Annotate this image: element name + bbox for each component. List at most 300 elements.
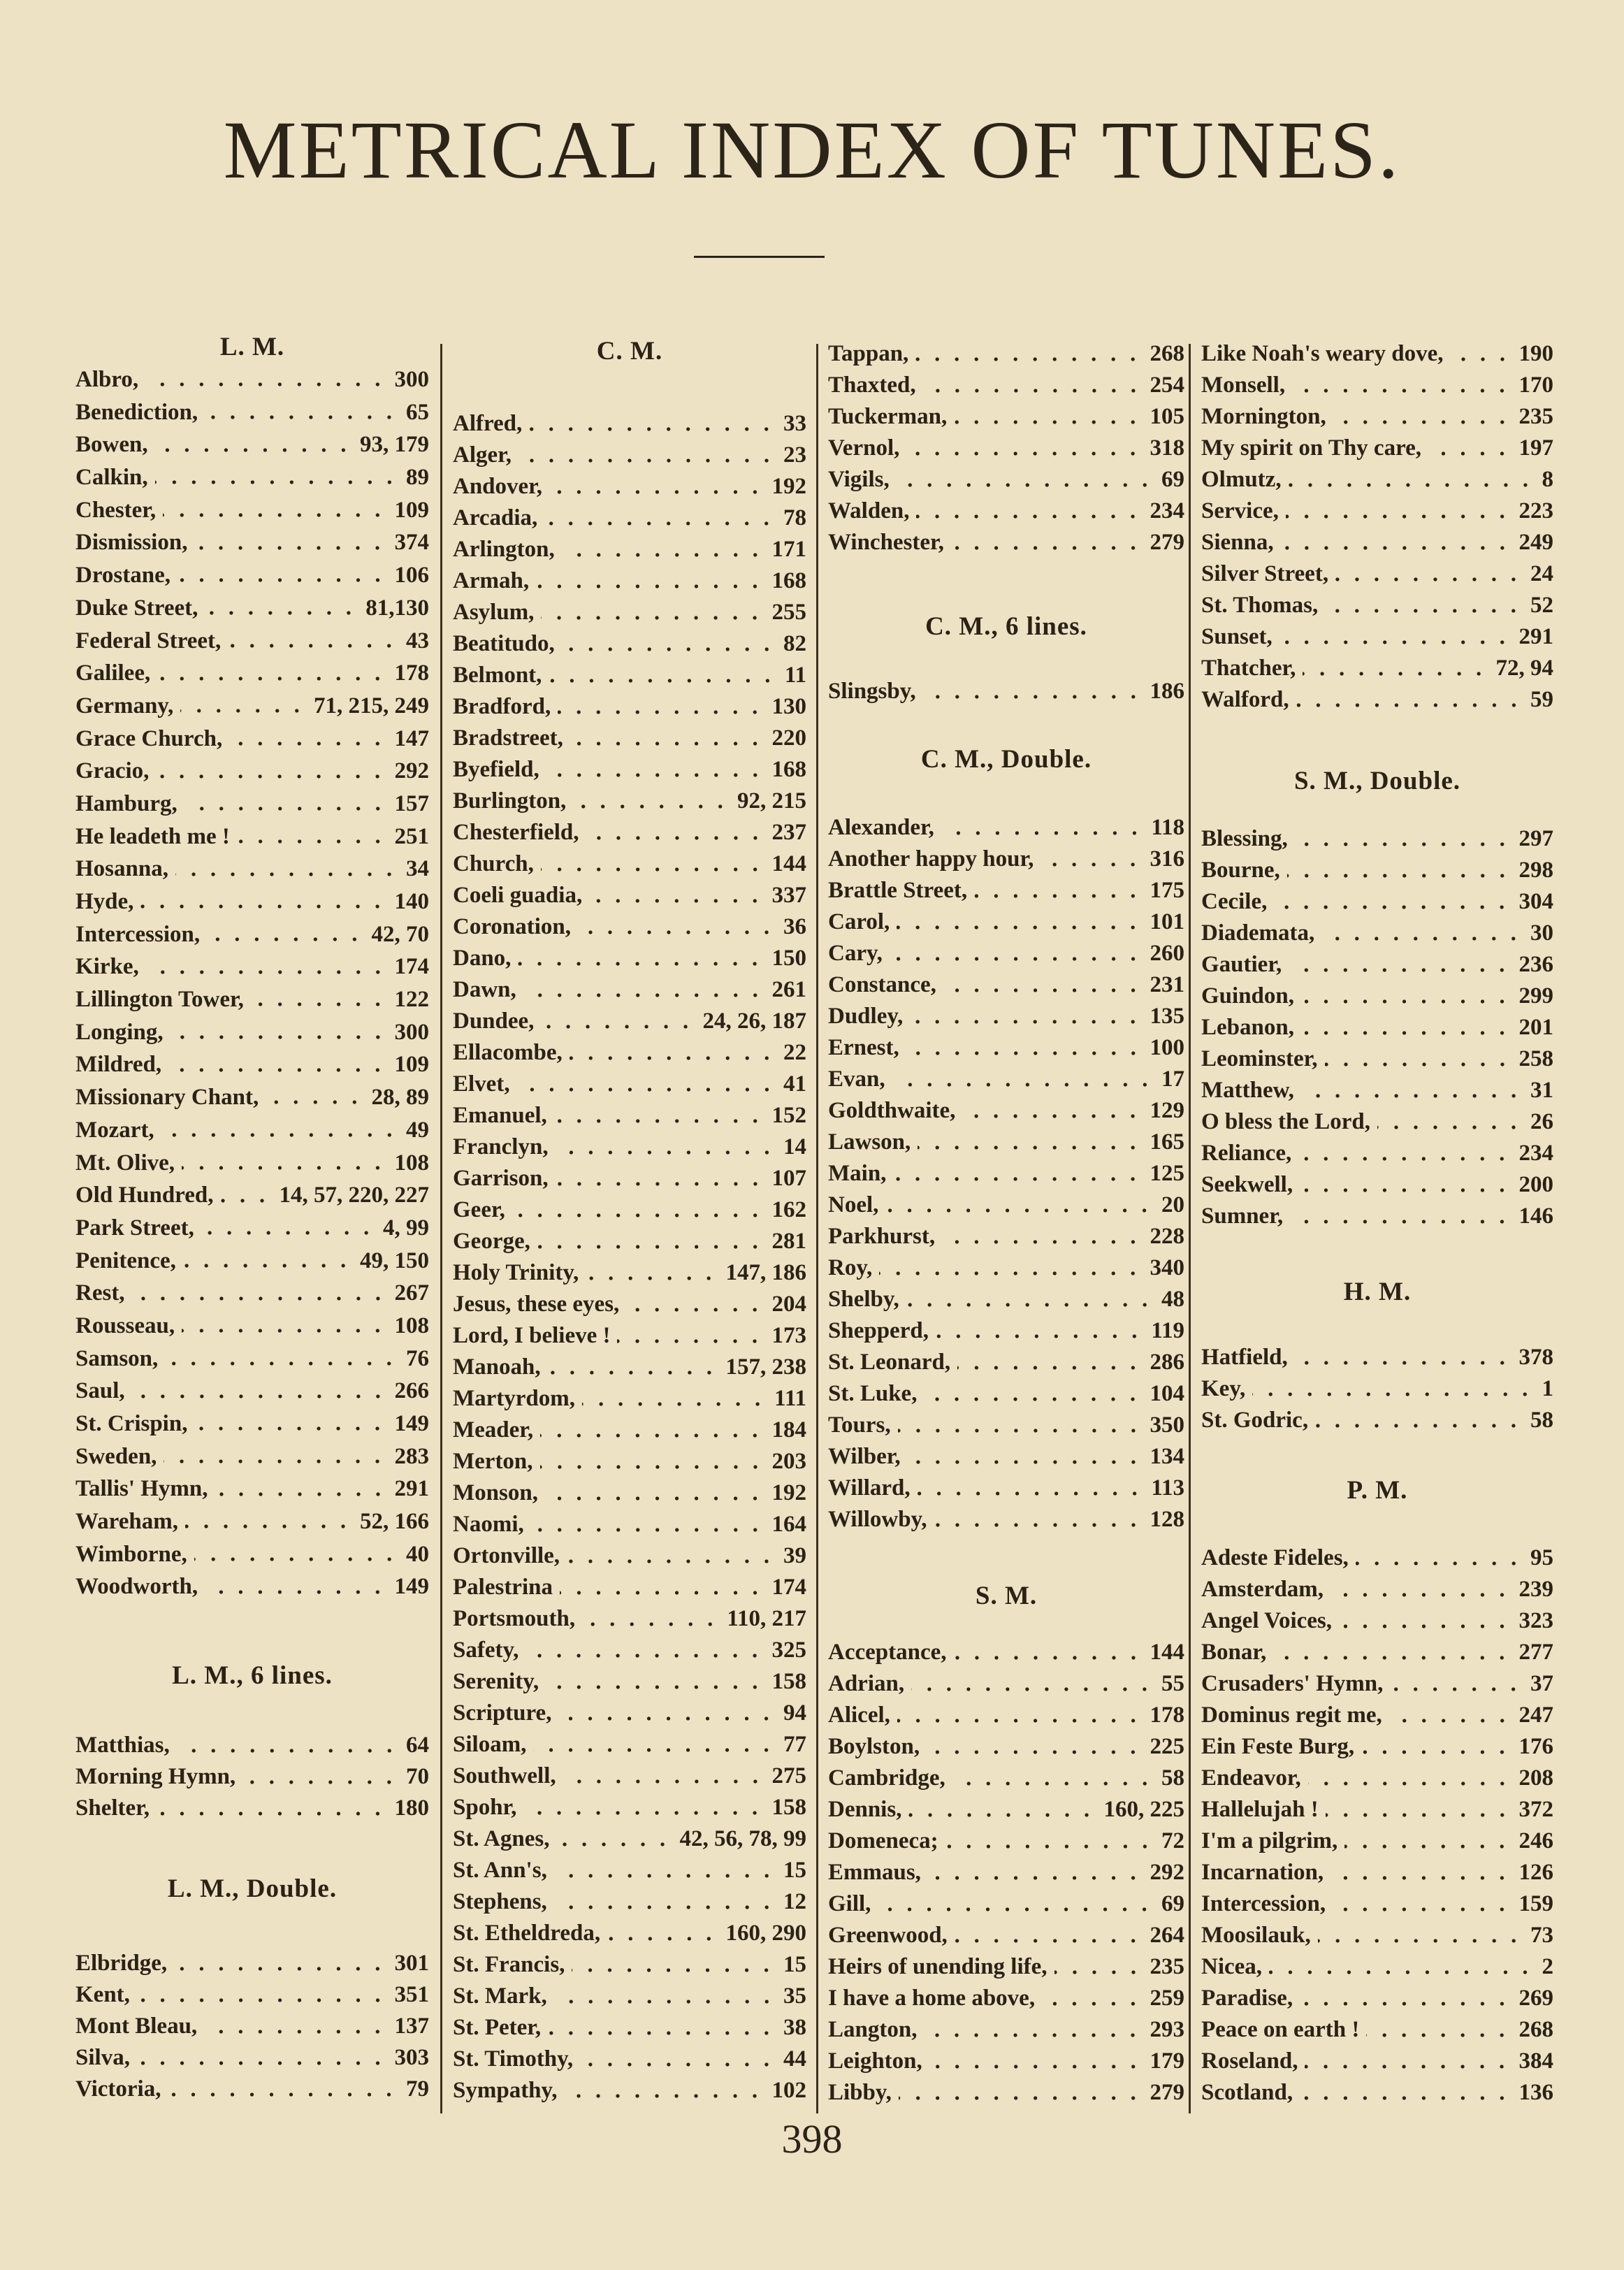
tune-entry — [75, 1245, 429, 1278]
tune-page-numbers: 372 — [1518, 1797, 1553, 1822]
tune-entry — [1201, 1700, 1553, 1731]
dot-leader — [564, 2094, 764, 2098]
dot-leader — [137, 2061, 388, 2065]
tune-entry — [75, 1114, 429, 1147]
tune-name: Hosanna, — [75, 856, 168, 882]
dot-leader — [1331, 1593, 1511, 1597]
tune-entry — [75, 396, 429, 429]
tune-page-numbers: 109 — [394, 497, 429, 523]
tune-entry — [453, 943, 806, 974]
dot-leader — [573, 804, 730, 809]
dot-leader — [570, 1056, 776, 1060]
column-divider — [1189, 344, 1191, 2113]
tune-name: Garrison, — [453, 1166, 549, 1191]
tune-page-numbers: 268 — [1518, 2017, 1553, 2042]
tune-page-numbers: 350 — [1150, 1412, 1184, 1438]
tune-page-numbers: 197 — [1518, 435, 1553, 461]
tune-page-numbers: 65 — [406, 399, 429, 425]
tune-name: Wilber, — [828, 1444, 901, 1469]
tune-page-numbers: 49 — [406, 1117, 429, 1143]
tune-name: Noel, — [828, 1192, 879, 1217]
tune-entry — [1201, 558, 1553, 590]
tune-page-numbers: 152 — [771, 1103, 806, 1128]
tune-entry — [1201, 1373, 1553, 1405]
tune-name: Meader, — [453, 1417, 534, 1443]
dot-leader — [1356, 1561, 1523, 1566]
dot-leader — [180, 709, 307, 713]
dot-leader — [570, 742, 765, 746]
tune-entry — [453, 1540, 806, 1572]
tune-name: Missionary Chant, — [75, 1085, 259, 1111]
dot-leader — [132, 1296, 388, 1301]
dot-leader — [529, 427, 776, 431]
tune-page-numbers: 82 — [783, 631, 806, 656]
tune-entry — [828, 1700, 1184, 1731]
tune-entry — [75, 1016, 429, 1049]
tune-name: Cary, — [828, 941, 883, 966]
dot-leader — [146, 970, 388, 974]
dot-leader — [1281, 546, 1512, 550]
dot-leader — [915, 357, 1143, 361]
meter-heading: L. M., 6 lines. — [172, 1661, 333, 1690]
dot-leader — [906, 1303, 1154, 1307]
tune-page-numbers: 179 — [1150, 2048, 1184, 2074]
tune-entry — [75, 690, 429, 723]
tune-name: Woodworth, — [75, 1574, 198, 1600]
dot-leader — [266, 1100, 364, 1104]
tune-entry — [828, 1794, 1184, 1826]
page-title: METRICAL INDEX OF TUNES. — [223, 104, 1401, 196]
index-column-1 — [75, 0, 429, 2270]
tune-page-numbers: 122 — [394, 987, 429, 1013]
tune-entry — [1201, 1731, 1553, 1763]
tune-page-numbers: 110, 217 — [727, 1606, 806, 1631]
tune-name: Monson, — [453, 1480, 538, 1505]
tune-name: Thaxted, — [828, 373, 916, 398]
tune-name: Shepperd, — [828, 1318, 929, 1343]
tune-entry — [75, 1179, 429, 1212]
dot-leader — [1290, 1220, 1511, 1224]
tune-name: Mildred, — [75, 1052, 162, 1078]
tune-entry — [453, 754, 806, 786]
tune-name: Leighton, — [828, 2048, 922, 2074]
dot-leader — [1428, 451, 1511, 456]
tune-page-numbers: 70 — [406, 1764, 429, 1789]
tune-entry — [453, 1226, 806, 1257]
dot-leader — [974, 894, 1143, 898]
tune-entry — [453, 1823, 806, 1855]
dot-leader — [1292, 389, 1511, 393]
tune-page-numbers: 41 — [783, 1071, 806, 1097]
tune-name: Kirke, — [75, 954, 139, 980]
tune-name: Benediction, — [75, 399, 198, 425]
tune-name: Hyde, — [75, 889, 134, 914]
dot-leader — [1366, 2033, 1511, 2037]
tune-entry — [453, 974, 806, 1006]
tune-name: Old Hundred, — [75, 1183, 214, 1208]
tune-entry — [453, 1792, 806, 1823]
tune-entry — [828, 1064, 1184, 1095]
tune-name: Intercession, — [75, 921, 201, 947]
meter-section — [75, 1874, 429, 2105]
tune-name: Sympathy, — [453, 2078, 558, 2103]
tune-entry — [1201, 2014, 1553, 2046]
tune-name: I'm a pilgrim, — [1201, 1828, 1338, 1853]
tune-page-numbers: 31 — [1530, 1078, 1553, 1103]
tune-entry — [75, 1375, 429, 1408]
dot-leader — [563, 1779, 765, 1784]
tune-name: Arlington, — [453, 537, 555, 562]
dot-leader — [220, 1199, 272, 1203]
dot-leader — [626, 1308, 764, 1312]
tune-name: Gautier, — [1201, 952, 1282, 977]
tune-page-numbers: 105 — [1150, 404, 1184, 429]
dot-leader — [878, 1907, 1154, 1911]
tune-name: Intercession, — [1201, 1891, 1326, 1916]
tune-entry — [828, 338, 1184, 370]
tune-name: My spirit on Thy care, — [1201, 435, 1422, 461]
tune-page-numbers: 255 — [771, 600, 806, 625]
tune-page-numbers: 8 — [1542, 467, 1553, 492]
tune-entry — [453, 1446, 806, 1477]
tune-page-numbers: 100 — [1150, 1035, 1184, 1060]
dot-leader — [554, 1874, 776, 1878]
tune-page-numbers: 149 — [394, 1411, 429, 1436]
tune-page-numbers: 160, 290 — [725, 1921, 806, 1946]
dot-leader — [518, 962, 764, 966]
tune-name: Another happy hour, — [828, 846, 1034, 872]
tune-page-numbers: 55 — [1161, 1671, 1184, 1696]
dot-leader — [586, 1276, 718, 1280]
dot-leader — [155, 480, 399, 484]
tune-entry — [828, 1284, 1184, 1315]
dot-leader — [578, 930, 776, 934]
dot-leader — [157, 1812, 387, 1816]
tune-page-numbers: 14, 57, 220, 227 — [279, 1183, 429, 1208]
tune-name: Olmutz, — [1201, 467, 1282, 492]
tune-page-numbers: 76 — [406, 1345, 429, 1371]
tune-page-numbers: 23 — [783, 442, 806, 468]
tune-page-numbers: 64 — [406, 1733, 429, 1758]
dot-leader — [1289, 968, 1511, 972]
dot-leader — [242, 1780, 399, 1784]
tune-entry — [828, 1951, 1184, 1983]
tune-page-numbers: 260 — [1150, 941, 1184, 966]
tune-entry — [75, 1048, 429, 1081]
tune-entry — [1201, 1405, 1553, 1436]
tune-entry — [828, 1920, 1184, 1951]
dot-leader — [517, 1087, 776, 1092]
tune-name: Roseland, — [1201, 2048, 1298, 2074]
tune-entry — [453, 1698, 806, 1729]
dot-leader — [177, 578, 388, 582]
tune-entry — [1201, 949, 1553, 981]
tune-name: He leadeth me ! — [75, 823, 230, 849]
tune-entry — [828, 1252, 1184, 1284]
tune-name: Lawson, — [828, 1129, 911, 1155]
tune-name: Germany, — [75, 693, 174, 718]
dot-leader — [897, 925, 1143, 930]
tune-entry — [828, 1983, 1184, 2014]
dot-leader — [540, 1465, 765, 1469]
dot-leader — [1252, 1392, 1535, 1396]
tune-name: Chester, — [75, 497, 157, 523]
dot-leader — [229, 742, 387, 746]
tune-page-numbers: 225 — [1150, 1734, 1184, 1759]
tune-name: Lord, I believe ! — [453, 1323, 611, 1348]
meter-heading: H. M. — [1343, 1278, 1412, 1306]
tune-page-numbers: 33 — [783, 411, 806, 436]
tune-entry — [1201, 1201, 1553, 1232]
tune-page-numbers: 147, 186 — [725, 1260, 806, 1285]
tune-entry — [828, 2077, 1184, 2109]
tune-page-numbers: 34 — [406, 856, 429, 882]
dot-leader — [182, 1166, 387, 1170]
tune-entry — [828, 370, 1184, 401]
dot-leader — [890, 957, 1143, 961]
tune-page-numbers: 325 — [771, 1638, 806, 1663]
tune-name: Parkhurst, — [828, 1224, 936, 1249]
tune-name: Tuckerman, — [828, 404, 948, 429]
dot-leader — [567, 1559, 776, 1563]
dot-leader — [1390, 1687, 1523, 1691]
tune-page-numbers: 42, 56, 78, 99 — [679, 1826, 806, 1851]
page-number: 398 — [781, 2116, 843, 2162]
tune-name: Hamburg, — [75, 790, 177, 816]
tune-entry — [1201, 1075, 1553, 1106]
tune-name: Main, — [828, 1161, 887, 1186]
dot-leader — [1273, 1656, 1511, 1660]
tune-page-numbers: 130 — [771, 694, 806, 719]
dot-leader — [957, 1366, 1143, 1370]
index-column-2 — [453, 0, 806, 2270]
dot-leader — [205, 1590, 387, 1594]
dot-leader — [1305, 2065, 1511, 2069]
dot-leader — [962, 1114, 1143, 1118]
tune-name: St. Ann's, — [453, 1858, 547, 1883]
tune-page-numbers: 228 — [1150, 1224, 1184, 1249]
tune-page-numbers: 119 — [1151, 1318, 1184, 1343]
dot-leader — [1325, 609, 1523, 613]
tune-page-numbers: 108 — [394, 1150, 429, 1176]
tune-entry — [1201, 886, 1553, 918]
tune-entry — [453, 723, 806, 754]
meter-section — [828, 1582, 1184, 2109]
dot-leader — [910, 1020, 1143, 1024]
tune-name: Emanuel, — [453, 1103, 547, 1128]
meter-heading: L. M. — [219, 333, 285, 361]
tune-page-numbers: 176 — [1518, 1734, 1553, 1759]
tune-name: Tours, — [828, 1412, 891, 1438]
tune-name: Acceptance, — [828, 1640, 947, 1665]
tune-name: Shelby, — [828, 1287, 899, 1312]
tune-entry — [453, 1918, 806, 1949]
tune-entry — [75, 1212, 429, 1245]
tune-page-numbers: 236 — [1518, 952, 1553, 977]
tune-page-numbers: 102 — [771, 2078, 806, 2103]
dot-leader — [556, 1842, 672, 1846]
tune-page-numbers: 159 — [1518, 1891, 1553, 1916]
tune-entry — [453, 1163, 806, 1194]
tune-name: Adeste Fideles, — [1201, 1545, 1349, 1570]
tune-page-numbers: 71, 215, 249 — [314, 693, 429, 718]
tune-name: Heirs of unending life, — [828, 1954, 1047, 1979]
tune-name: Manoah, — [453, 1354, 541, 1380]
tune-page-numbers: 11 — [784, 663, 806, 688]
tune-page-numbers: 283 — [394, 1443, 429, 1469]
tune-entry — [75, 592, 429, 625]
dot-leader — [580, 2062, 776, 2067]
tune-name: Portsmouth, — [453, 1606, 576, 1631]
tune-name: St. Etheldreda, — [453, 1921, 601, 1946]
dot-leader — [908, 1460, 1143, 1464]
tune-entry — [453, 848, 806, 880]
dot-leader — [137, 1998, 388, 2002]
dot-leader — [942, 1240, 1143, 1244]
tune-entry — [1201, 1012, 1553, 1043]
tune-entry — [828, 676, 1184, 707]
tune-page-numbers: 136 — [1518, 2080, 1553, 2105]
dot-leader — [943, 988, 1143, 992]
tune-name: Wimborne, — [75, 1541, 187, 1567]
tune-page-numbers: 259 — [1150, 1986, 1184, 2011]
tune-entry — [1201, 823, 1553, 855]
tune-page-numbers: 43 — [406, 628, 429, 653]
tune-page-numbers: 104 — [1150, 1381, 1184, 1406]
tune-name: St. Mark, — [453, 1983, 547, 2009]
dot-leader — [572, 1968, 776, 1972]
tune-entry — [828, 1095, 1184, 1127]
tune-page-numbers: 174 — [771, 1575, 806, 1600]
dot-leader — [617, 1339, 764, 1343]
dot-leader — [879, 1271, 1143, 1275]
tune-page-numbers: 157, 238 — [725, 1354, 806, 1380]
tune-page-numbers: 26 — [1530, 1109, 1553, 1134]
tune-page-numbers: 261 — [771, 977, 806, 1002]
meter-heading: L. M., Double. — [167, 1874, 338, 1903]
tune-page-numbers: 39 — [783, 1543, 806, 1568]
meter-section — [828, 338, 1184, 558]
tune-name: Roy, — [828, 1255, 873, 1280]
tune-name: Spohr, — [453, 1795, 517, 1820]
tune-page-numbers: 24, 26, 187 — [702, 1009, 806, 1034]
tune-entry — [828, 906, 1184, 938]
tune-entry — [1201, 2077, 1553, 2109]
tune-page-numbers: 279 — [1150, 530, 1184, 555]
tune-page-numbers: 4, 99 — [383, 1215, 429, 1241]
dot-leader — [1335, 577, 1523, 581]
tune-entry — [453, 534, 806, 565]
tune-entry — [828, 1347, 1184, 1378]
tune-page-numbers: 125 — [1150, 1161, 1184, 1186]
tune-name: Serenity, — [453, 1669, 539, 1694]
dot-leader — [525, 1654, 764, 1658]
tune-entry — [828, 464, 1184, 496]
tune-page-numbers: 190 — [1518, 341, 1553, 366]
dot-leader — [582, 1402, 767, 1406]
tune-name: Rest, — [75, 1280, 125, 1306]
tune-page-numbers: 286 — [1150, 1350, 1184, 1375]
tune-page-numbers: 323 — [1518, 1608, 1553, 1633]
meter-section — [453, 337, 806, 2106]
meter-section — [828, 745, 1184, 1535]
tune-entry — [75, 1310, 429, 1343]
tune-name: Dawn, — [453, 977, 516, 1002]
dot-leader — [924, 1397, 1143, 1401]
tune-name: Nicea, — [1201, 1954, 1263, 1979]
tune-page-numbers: 150 — [771, 946, 806, 971]
tune-page-numbers: 158 — [771, 1669, 806, 1694]
dot-leader — [582, 1622, 720, 1626]
tune-page-numbers: 178 — [394, 660, 429, 686]
tune-entry — [1201, 981, 1553, 1012]
tune-name: Blessing, — [1201, 826, 1288, 851]
tune-name: George, — [453, 1229, 530, 1254]
tune-name: Tappan, — [828, 341, 909, 366]
tune-entry — [75, 755, 429, 788]
tune-name: Arcadia, — [453, 505, 538, 530]
tune-name: Alfred, — [453, 411, 523, 436]
tune-entry — [1201, 590, 1553, 621]
tune-entry — [828, 1731, 1184, 1763]
tune-page-numbers: 247 — [1518, 1702, 1553, 1728]
dot-leader — [911, 1687, 1154, 1691]
tune-page-numbers: 2 — [1542, 1954, 1553, 1979]
dot-leader — [1389, 1719, 1512, 1723]
tune-name: Mt. Olive, — [75, 1150, 175, 1176]
tune-entry — [75, 1761, 429, 1793]
tune-page-numbers: 300 — [394, 367, 429, 392]
dot-leader — [945, 1844, 1154, 1849]
dot-leader — [185, 1524, 353, 1528]
tune-entry — [75, 2074, 429, 2105]
dot-leader — [168, 1068, 387, 1072]
dot-leader — [897, 483, 1154, 487]
dot-leader — [549, 679, 777, 683]
tune-name: Dominus regit me, — [1201, 1702, 1382, 1728]
tune-entry — [75, 918, 429, 951]
tune-name: Gracio, — [75, 758, 150, 784]
tune-page-numbers: 59 — [1530, 687, 1553, 712]
tune-entry — [828, 938, 1184, 969]
tune-name: Dudley, — [828, 1004, 904, 1029]
tune-entry — [1201, 1888, 1553, 1920]
dot-leader — [562, 553, 765, 557]
tune-entry — [453, 1981, 806, 2012]
tune-page-numbers: 118 — [1151, 815, 1184, 840]
tune-page-numbers: 38 — [783, 2015, 806, 2040]
tune-page-numbers: 134 — [1150, 1444, 1184, 1469]
tune-page-numbers: 168 — [771, 568, 806, 593]
tune-name: Belmont, — [453, 663, 542, 688]
tune-name: Penitence, — [75, 1248, 176, 1273]
tune-page-numbers: 267 — [394, 1280, 429, 1306]
tune-name: Duke Street, — [75, 595, 198, 621]
dot-leader — [537, 1245, 765, 1249]
tune-entry — [1201, 621, 1553, 653]
dot-leader — [205, 611, 358, 615]
tune-entry — [453, 1572, 806, 1603]
dot-leader — [934, 1523, 1143, 1527]
dot-leader — [1315, 1424, 1523, 1428]
tune-entry — [75, 820, 429, 853]
tune-page-numbers: 109 — [394, 1052, 429, 1078]
dot-leader — [175, 872, 399, 876]
tune-page-numbers: 12 — [783, 1889, 806, 1914]
meter-section — [1201, 1476, 1553, 2109]
tune-name: Albro, — [75, 367, 139, 392]
dot-leader — [132, 1394, 388, 1398]
